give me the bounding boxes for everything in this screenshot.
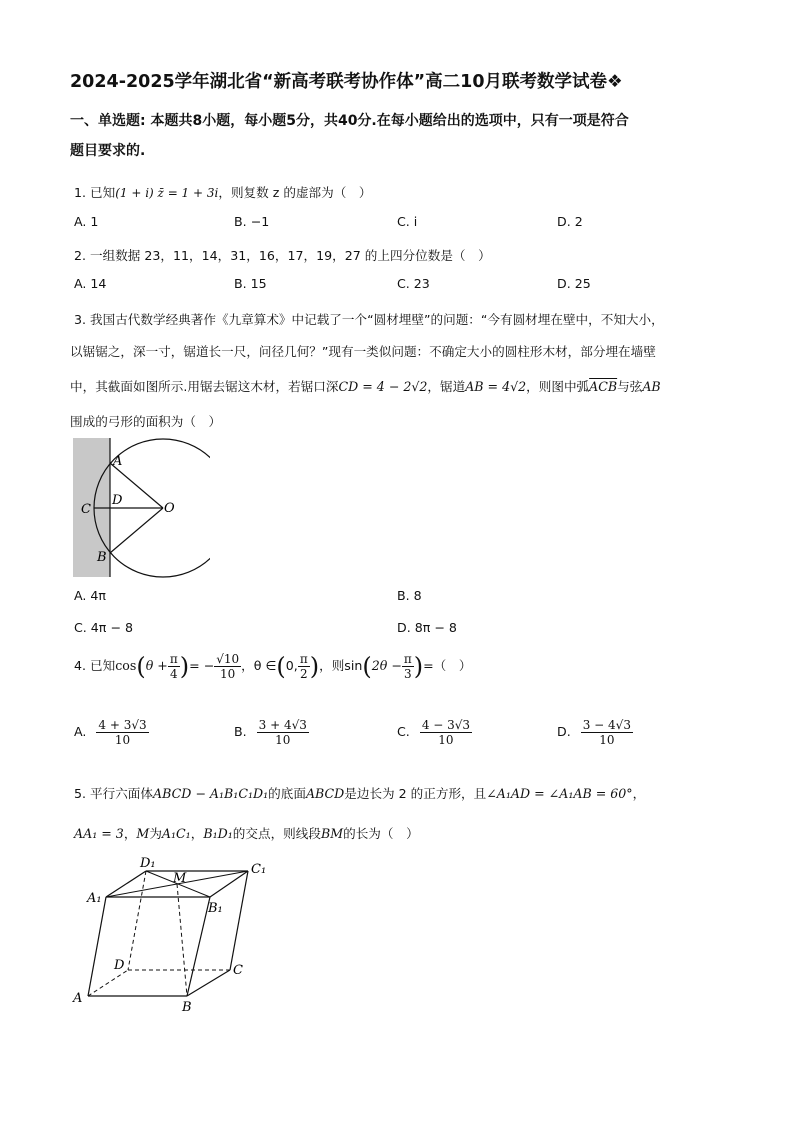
q3-circle-figure xyxy=(70,436,210,580)
section-heading-line2: 题目要求的. xyxy=(70,143,146,159)
q4-opt-a-frac xyxy=(96,718,148,747)
question-4 xyxy=(74,652,471,681)
q5-line2d: 的交点，则线段 xyxy=(232,826,321,841)
q4-three-den: 3 xyxy=(403,667,412,681)
question-1 xyxy=(74,182,372,201)
q4-eq-paren: =（ ） xyxy=(423,658,472,673)
q4-opt-d-num: 3 − 4√3 xyxy=(582,718,631,732)
q4-pi-num: π xyxy=(169,652,178,666)
q4-paren-open: ( xyxy=(136,652,146,681)
edge-b1b xyxy=(187,897,210,996)
q3-option-d: D. 8π − 8 xyxy=(397,620,457,635)
q4-theta-plus: θ + xyxy=(145,658,168,673)
q5-solid: ABCD − A₁B₁C₁D₁ xyxy=(153,786,269,801)
q4-two-den: 2 xyxy=(299,667,308,681)
q4-opt-c-frac xyxy=(420,718,472,747)
q4-pi-num-3: π xyxy=(403,652,412,666)
page-title: 2024-2025学年湖北省“新高考联考协作体”高二10月联考数学试卷❖ xyxy=(70,72,623,92)
q4-theta-in: ，θ ∈ xyxy=(241,658,277,673)
label-m: M xyxy=(173,871,187,886)
label-b: B xyxy=(97,550,107,565)
q1-expression: (1 + i) z̄ = 1 + 3i xyxy=(115,186,219,200)
q4-zero: 0, xyxy=(285,658,298,673)
q3-line4: 围成的弓形的面积为（ ） xyxy=(70,414,222,429)
section-heading-line1: 一、单选题: 本题共8小题，每小题5分，共40分.在每小题给出的选项中，只有一项是符合 xyxy=(70,113,629,129)
q4-opt-d-frac xyxy=(581,718,633,747)
label-d1: D₁ xyxy=(140,856,156,871)
q1-option-a: A. 1 xyxy=(74,214,99,229)
q4-paren2-open: ( xyxy=(362,652,372,681)
q4-opt-a-den: 10 xyxy=(114,733,131,747)
q5-line1c: 是边长为 2 的正方形，且 xyxy=(344,786,487,801)
q4-option-d xyxy=(557,718,633,747)
q4-opt-a-num: 4 + 3√3 xyxy=(98,718,147,732)
label-b1: B₁ xyxy=(208,901,223,916)
q4-opt-a-label: A. xyxy=(74,724,87,739)
q4-paren2-close: ) xyxy=(413,652,424,681)
q3-option-b: B. 8 xyxy=(397,588,422,603)
q5-line2e: 的长为（ ） xyxy=(343,826,419,841)
q3-option-a: A. 4π xyxy=(74,588,106,603)
q3-line3a: 中，其截面如图所示.用锯去锯这木材，若锯口深 xyxy=(70,379,339,394)
q4-2theta-minus: 2θ − xyxy=(371,658,402,673)
label-c1: C₁ xyxy=(251,862,267,877)
q2-option-a: A. 14 xyxy=(74,276,107,291)
q5-bm: BM xyxy=(320,826,344,841)
q4-then: ，则 xyxy=(319,658,345,673)
q4-frac-sqrt10 xyxy=(214,652,241,681)
q3-line3 xyxy=(70,376,661,395)
q2-option-d: D. 25 xyxy=(557,276,591,291)
q3-ab-expr: AB = 4√2 xyxy=(465,379,527,394)
label-o: O xyxy=(164,501,175,516)
q3-line3c: ，则图中弧 xyxy=(526,379,590,394)
q1-pre: 1. 已知 xyxy=(74,185,116,200)
q4-opt-d-label: D. xyxy=(557,724,571,739)
q1-option-d: D. 2 xyxy=(557,214,583,229)
q4-opt-d-den: 10 xyxy=(599,733,615,747)
q5-line2b: 为 xyxy=(149,826,162,841)
q2-option-c: C. 23 xyxy=(397,276,430,291)
label-d: D xyxy=(114,958,125,973)
q5-base: ABCD xyxy=(305,786,345,801)
q5-line2c: ， xyxy=(190,826,204,841)
q4-opt-c-den: 10 xyxy=(438,733,454,747)
q5-line1d: ， xyxy=(632,786,646,801)
q5-a1c1: A₁C₁ xyxy=(161,826,191,841)
q3-line1: 3. 我国古代数学经典著作《九章算术》中记载了一个“圆材埋壁”的问题：“今有圆材埋在壁中，不知大小， xyxy=(74,312,664,327)
q3-line3d: 与弦 xyxy=(617,379,643,394)
q4-eq-neg: = − xyxy=(189,658,215,673)
edge-a1a xyxy=(88,897,106,996)
q3-line2: 以锯锯之，深一寸，锯道长一尺，问径几何？”现有一类似问题：不确定大小的圆柱形木材，部分埋在墙壁 xyxy=(70,344,656,359)
q3-arc: $\overline{ACB}$ xyxy=(589,379,618,394)
q4-sin: sin xyxy=(344,658,363,673)
q2-option-b: B. 15 xyxy=(234,276,267,291)
label-b: B xyxy=(182,1000,192,1015)
q5-aa1: AA₁ = 3 xyxy=(74,826,124,841)
q4-frac-pi-4 xyxy=(168,652,180,681)
q4-opt-b-den: 10 xyxy=(275,733,291,747)
q4-opt-b-frac xyxy=(257,718,309,747)
q4-interval-open: ( xyxy=(276,652,286,681)
q1-option-c: C. i xyxy=(397,214,418,229)
segment-bm xyxy=(177,884,187,996)
q4-option-a xyxy=(74,718,149,747)
q4-pi-num-2: π xyxy=(299,652,308,666)
q4-interval-close: ) xyxy=(309,652,320,681)
q5-b1d1: B₁D₁ xyxy=(203,826,233,841)
q4-option-c xyxy=(397,718,472,747)
label-a: A xyxy=(73,991,83,1006)
label-d: D xyxy=(112,493,123,508)
radius-ob xyxy=(110,508,163,553)
q4-four-den: 4 xyxy=(169,667,178,681)
q5-parallelepiped-figure xyxy=(70,850,280,1020)
q4-ten: 10 xyxy=(220,667,236,681)
q5-line2 xyxy=(74,823,419,842)
edge-d1d xyxy=(128,871,146,970)
q1-post: ，则复数 z 的虚部为（ ） xyxy=(218,185,372,200)
q5-line1b: 的底面 xyxy=(268,786,306,801)
edge-bc xyxy=(187,970,230,996)
q3-option-c: C. 4π − 8 xyxy=(74,620,133,635)
label-a: A xyxy=(113,454,123,469)
q4-frac-pi-3 xyxy=(402,652,414,681)
q4-option-b xyxy=(234,718,309,747)
q4-pre: 4. 已知 xyxy=(74,658,116,673)
q4-cos: cos xyxy=(115,658,137,673)
question-2: 2. 一组数据 23，11，14，31，16，17，19，27 的上四分位数是（ ） xyxy=(74,248,491,263)
q1-option-b: B. −1 xyxy=(234,214,270,229)
label-c: C xyxy=(233,963,243,978)
edge-c1c xyxy=(230,871,248,970)
q5-line2a: ， xyxy=(123,826,137,841)
label-c: C xyxy=(81,502,91,517)
q5-m: M xyxy=(136,826,150,841)
q4-paren-close: ) xyxy=(179,652,190,681)
q3-cd-expr: CD = 4 − 2√2 xyxy=(338,379,428,394)
q4-frac-pi-2 xyxy=(298,652,310,681)
q5-angles: ∠A₁AD = ∠A₁AB = 60° xyxy=(486,786,633,801)
q3-line3b: ，锯道 xyxy=(427,379,466,394)
q5-line1 xyxy=(74,783,645,802)
label-a1: A₁ xyxy=(87,891,102,906)
q4-sqrt10: √10 xyxy=(216,652,240,666)
q4-opt-c-label: C. xyxy=(397,724,410,739)
q4-opt-b-num: 3 + 4√3 xyxy=(258,718,307,732)
q4-opt-c-num: 4 − 3√3 xyxy=(421,718,471,732)
q3-ab: AB xyxy=(642,379,661,394)
edge-ad xyxy=(88,970,128,996)
q4-opt-b-label: B. xyxy=(234,724,247,739)
q5-line1a: 5. 平行六面体 xyxy=(74,786,153,801)
